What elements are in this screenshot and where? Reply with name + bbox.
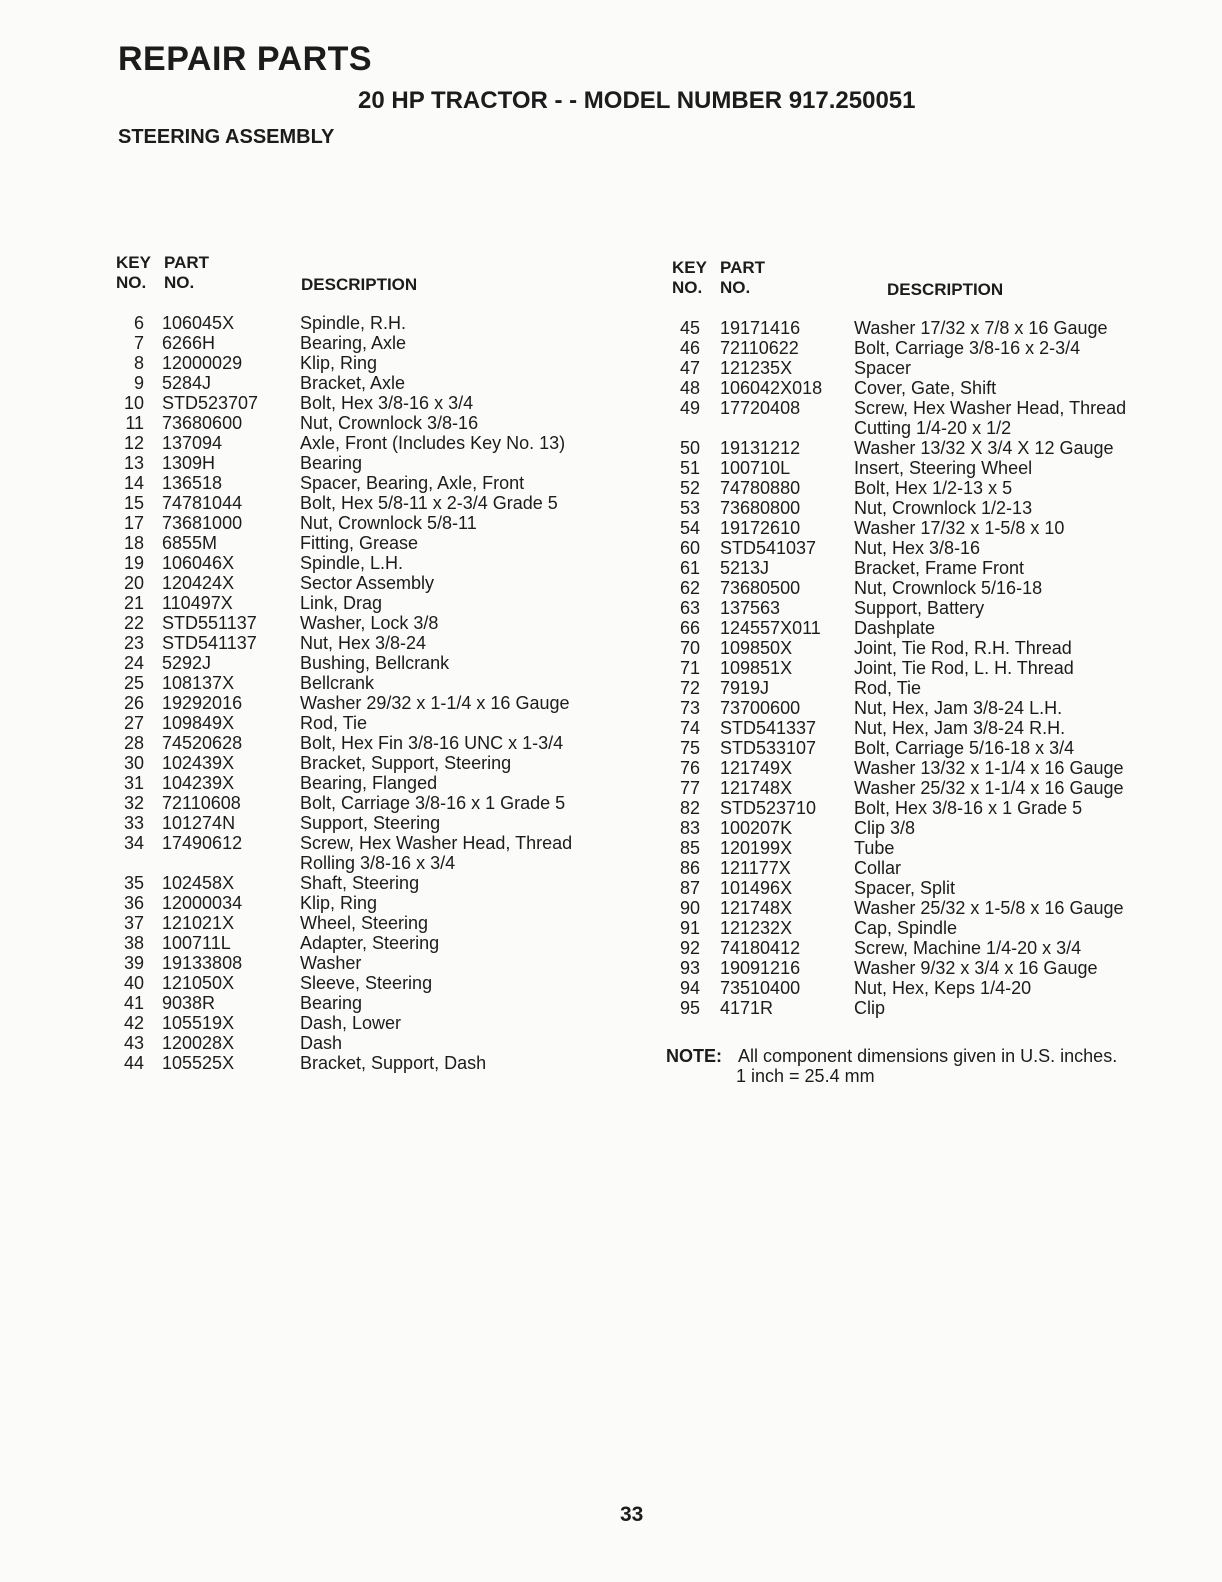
key-number: 60 xyxy=(679,538,700,558)
part-number: 19091216 xyxy=(720,958,801,978)
note-text-line1: All component dimensions given in U.S. inches. xyxy=(738,1046,1118,1066)
key-number: 17 xyxy=(123,513,144,533)
part-number: 19133808 xyxy=(162,953,243,973)
part-description: Rod, Tie xyxy=(854,678,922,698)
part-number: 120199X xyxy=(720,838,793,858)
part-number: 19171416 xyxy=(720,318,801,338)
part-number: 102439X xyxy=(162,753,235,773)
key-number: 52 xyxy=(679,478,700,498)
part-description: Washer 13/32 X 3/4 X 12 Gauge xyxy=(854,438,1114,458)
part-description: Tube xyxy=(854,838,895,858)
part-number: 100207K xyxy=(720,818,793,838)
part-description: Link, Drag xyxy=(300,593,383,613)
part-number: STD541137 xyxy=(162,633,257,653)
key-number: 41 xyxy=(123,993,144,1013)
part-description: Sector Assembly xyxy=(300,573,435,593)
key-number: 7 xyxy=(133,333,144,353)
part-number: 109850X xyxy=(720,638,793,658)
part-description: Bearing, Axle xyxy=(300,333,407,353)
part-number: 19172610 xyxy=(720,518,801,538)
key-number: 72 xyxy=(679,678,700,698)
key-number: 49 xyxy=(679,398,700,418)
part-number: 74780880 xyxy=(720,478,801,498)
part-number: 19292016 xyxy=(162,693,243,713)
key-number: 13 xyxy=(123,453,144,473)
key-number: 63 xyxy=(679,598,700,618)
key-number: 9 xyxy=(133,373,144,393)
key-number: 22 xyxy=(123,613,144,633)
key-number: 92 xyxy=(679,938,700,958)
key-number: 50 xyxy=(679,438,700,458)
part-description: Sleeve, Steering xyxy=(300,973,433,993)
key-number: 87 xyxy=(679,878,700,898)
part-number: 108137X xyxy=(162,673,235,693)
part-description: Washer 17/32 x 1-5/8 x 10 xyxy=(854,518,1065,538)
page-number: 33 xyxy=(620,1503,644,1526)
part-description: Screw, Hex Washer Head, Thread xyxy=(854,398,1127,418)
part-description: Nut, Hex 3/8-24 xyxy=(300,633,427,653)
part-description: Bearing xyxy=(300,993,363,1013)
part-number: 74520628 xyxy=(162,733,243,753)
part-number: 106042X018 xyxy=(720,378,823,398)
part-no-header: NO. xyxy=(164,273,195,292)
part-description: Nut, Crownlock 1/2-13 xyxy=(854,498,1033,518)
part-description: Washer xyxy=(300,953,362,973)
part-description: Nut, Hex, Jam 3/8-24 L.H. xyxy=(854,698,1063,718)
part-number: 105519X xyxy=(162,1013,235,1033)
part-description: Spindle, R.H. xyxy=(300,313,407,333)
part-description: Washer, Lock 3/8 xyxy=(300,613,439,633)
part-description: Bolt, Carriage 3/8-16 x 2-3/4 xyxy=(854,338,1081,358)
part-description: Bolt, Hex 5/8-11 x 2-3/4 Grade 5 xyxy=(300,493,558,513)
part-description: Joint, Tie Rod, L. H. Thread xyxy=(854,658,1074,678)
key-number: 8 xyxy=(133,353,144,373)
part-number: STD541037 xyxy=(720,538,817,558)
part-description: Joint, Tie Rod, R.H. Thread xyxy=(854,638,1072,658)
part-number: 19131212 xyxy=(720,438,801,458)
part-description: Bolt, Hex 3/8-16 x 1 Grade 5 xyxy=(854,798,1083,818)
key-number: 18 xyxy=(123,533,144,553)
key-number: 30 xyxy=(123,753,144,773)
key-number: 53 xyxy=(679,498,700,518)
part-description: Bolt, Hex Fin 3/8-16 UNC x 1-3/4 xyxy=(300,733,564,753)
part-number: 102458X xyxy=(162,873,235,893)
page-title: REPAIR PARTS xyxy=(118,40,373,78)
key-number: 10 xyxy=(123,393,144,413)
part-number: 100711L xyxy=(162,933,231,953)
key-number: 39 xyxy=(123,953,144,973)
part-description: Washer 29/32 x 1-1/4 x 16 Gauge xyxy=(300,693,570,713)
part-number: 5292J xyxy=(162,653,212,673)
part-description: Cap, Spindle xyxy=(854,918,958,938)
key-number: 24 xyxy=(123,653,144,673)
key-no-header: NO. xyxy=(116,273,147,292)
key-number: 14 xyxy=(123,473,144,493)
key-number: 31 xyxy=(123,773,144,793)
part-description: Wheel, Steering xyxy=(300,913,429,933)
part-description: Bracket, Support, Dash xyxy=(300,1053,487,1073)
key-number: 95 xyxy=(679,998,700,1018)
part-number: 101496X xyxy=(720,878,793,898)
key-number: 36 xyxy=(123,893,144,913)
key-number: 54 xyxy=(679,518,700,538)
key-number: 82 xyxy=(679,798,700,818)
part-description: Shaft, Steering xyxy=(300,873,420,893)
part-description: Spacer xyxy=(854,358,912,378)
part-number: 101274N xyxy=(162,813,236,833)
key-number: 32 xyxy=(123,793,144,813)
part-description: Spindle, L.H. xyxy=(300,553,404,573)
part-number: 137094 xyxy=(162,433,223,453)
key-no-header: NO. xyxy=(672,278,703,297)
part-description: Washer 13/32 x 1-1/4 x 16 Gauge xyxy=(854,758,1124,778)
part-number: 5213J xyxy=(720,558,770,578)
key-number: 91 xyxy=(679,918,700,938)
key-number: 6 xyxy=(133,313,144,333)
part-description: Screw, Hex Washer Head, Thread xyxy=(300,833,573,853)
part-number: 73680800 xyxy=(720,498,801,518)
part-number: 109851X xyxy=(720,658,793,678)
key-number: 33 xyxy=(123,813,144,833)
part-description: Bolt, Hex 3/8-16 x 3/4 xyxy=(300,393,474,413)
key-number: 47 xyxy=(679,358,700,378)
description-header: DESCRIPTION xyxy=(887,280,1004,299)
part-number: 121021X xyxy=(162,913,235,933)
part-description: Bolt, Hex 1/2-13 x 5 xyxy=(854,478,1013,498)
part-number: STD533107 xyxy=(720,738,817,758)
part-description: Washer 17/32 x 7/8 x 16 Gauge xyxy=(854,318,1108,338)
key-number: 38 xyxy=(123,933,144,953)
part-description: Support, Battery xyxy=(854,598,985,618)
part-number: 72110622 xyxy=(720,338,799,358)
part-description: Spacer, Split xyxy=(854,878,956,898)
part-number: 109849X xyxy=(162,713,235,733)
key-number: 35 xyxy=(123,873,144,893)
part-number: 72110608 xyxy=(162,793,241,813)
part-number: 7919J xyxy=(720,678,770,698)
key-number: 73 xyxy=(679,698,700,718)
part-number: 12000034 xyxy=(162,893,243,913)
key-number: 46 xyxy=(679,338,700,358)
part-number: 137563 xyxy=(720,598,781,618)
key-number: 27 xyxy=(123,713,144,733)
key-number: 26 xyxy=(123,693,144,713)
part-number: 17720408 xyxy=(720,398,801,418)
part-description: Screw, Machine 1/4-20 x 3/4 xyxy=(854,938,1082,958)
key-number: 40 xyxy=(123,973,144,993)
model-subtitle: 20 HP TRACTOR - - MODEL NUMBER 917.250051 xyxy=(358,87,916,114)
part-number: 110497X xyxy=(162,593,233,613)
key-header: KEY xyxy=(672,258,707,277)
part-number: 73680600 xyxy=(162,413,243,433)
part-number: 120028X xyxy=(162,1033,235,1053)
part-number: 124557X011 xyxy=(720,618,821,638)
part-number: STD541337 xyxy=(720,718,817,738)
key-number: 48 xyxy=(679,378,700,398)
key-number: 37 xyxy=(123,913,144,933)
part-number: 73680500 xyxy=(720,578,801,598)
part-description: Nut, Crownlock 3/8-16 xyxy=(300,413,479,433)
part-description-continued: Cutting 1/4-20 x 1/2 xyxy=(854,418,1012,438)
part-description: Bolt, Carriage 3/8-16 x 1 Grade 5 xyxy=(300,793,566,813)
key-number: 12 xyxy=(123,433,144,453)
part-number: 1309H xyxy=(162,453,216,473)
part-description: Klip, Ring xyxy=(300,353,378,373)
part-number: 9038R xyxy=(162,993,216,1013)
part-number: 121748X xyxy=(720,898,793,918)
part-number: 104239X xyxy=(162,773,235,793)
key-number: 34 xyxy=(123,833,144,853)
part-description: Nut, Hex 3/8-16 xyxy=(854,538,981,558)
part-number: 12000029 xyxy=(162,353,243,373)
part-description: Dashplate xyxy=(854,618,936,638)
part-number: 121050X xyxy=(162,973,235,993)
part-number: 73700600 xyxy=(720,698,801,718)
part-number: 105525X xyxy=(162,1053,235,1073)
key-number: 61 xyxy=(679,558,700,578)
part-number: 121232X xyxy=(720,918,793,938)
key-number: 19 xyxy=(123,553,144,573)
part-no-header: NO. xyxy=(720,278,751,297)
part-number: STD523707 xyxy=(162,393,259,413)
part-number: 100710L xyxy=(720,458,791,478)
part-number: 5284J xyxy=(162,373,212,393)
key-number: 20 xyxy=(123,573,144,593)
key-number: 15 xyxy=(123,493,144,513)
part-number: STD523710 xyxy=(720,798,817,818)
part-description: Rod, Tie xyxy=(300,713,368,733)
key-number: 44 xyxy=(123,1053,144,1073)
part-description: Fitting, Grease xyxy=(300,533,419,553)
part-description: Nut, Hex, Jam 3/8-24 R.H. xyxy=(854,718,1066,738)
part-number: 17490612 xyxy=(162,833,243,853)
part-description: Dash xyxy=(300,1033,343,1053)
part-description: Bolt, Carriage 5/16-18 x 3/4 xyxy=(854,738,1075,758)
key-number: 51 xyxy=(679,458,700,478)
part-description: Washer 25/32 x 1-1/4 x 16 Gauge xyxy=(854,778,1124,798)
section-title: STEERING ASSEMBLY xyxy=(118,126,335,148)
part-number: 120424X xyxy=(162,573,235,593)
part-description: Washer 25/32 x 1-5/8 x 16 Gauge xyxy=(854,898,1124,918)
part-description: Washer 9/32 x 3/4 x 16 Gauge xyxy=(854,958,1098,978)
key-number: 75 xyxy=(679,738,700,758)
key-number: 21 xyxy=(123,593,144,613)
part-header: PART xyxy=(164,253,210,272)
key-number: 74 xyxy=(679,718,700,738)
key-number: 83 xyxy=(679,818,700,838)
part-description: Nut, Crownlock 5/8-11 xyxy=(300,513,477,533)
key-number: 25 xyxy=(123,673,144,693)
key-number: 71 xyxy=(679,658,700,678)
part-number: 74180412 xyxy=(720,938,801,958)
part-number: 106045X xyxy=(162,313,235,333)
key-number: 42 xyxy=(123,1013,144,1033)
key-number: 90 xyxy=(679,898,700,918)
part-number: 136518 xyxy=(162,473,223,493)
part-number: 6266H xyxy=(162,333,216,353)
part-description: Bracket, Axle xyxy=(300,373,406,393)
part-description: Bracket, Support, Steering xyxy=(300,753,512,773)
note-text-line2: 1 inch = 25.4 mm xyxy=(736,1066,875,1086)
part-description: Klip, Ring xyxy=(300,893,378,913)
part-description: Adapter, Steering xyxy=(300,933,440,953)
part-number: 73681000 xyxy=(162,513,243,533)
key-number: 86 xyxy=(679,858,700,878)
part-description: Bushing, Bellcrank xyxy=(300,653,450,673)
part-number: 121748X xyxy=(720,778,793,798)
part-description: Spacer, Bearing, Axle, Front xyxy=(300,473,525,493)
part-description: Axle, Front (Includes Key No. 13) xyxy=(300,433,566,453)
key-number: 23 xyxy=(123,633,144,653)
part-description: Bearing xyxy=(300,453,363,473)
part-description: Support, Steering xyxy=(300,813,441,833)
part-number: STD551137 xyxy=(162,613,257,633)
key-number: 66 xyxy=(679,618,700,638)
key-number: 77 xyxy=(679,778,700,798)
key-number: 93 xyxy=(679,958,700,978)
part-header: PART xyxy=(720,258,766,277)
part-description: Dash, Lower xyxy=(300,1013,402,1033)
part-description: Bellcrank xyxy=(300,673,375,693)
key-number: 94 xyxy=(679,978,700,998)
note-label: NOTE: xyxy=(666,1046,722,1066)
part-number: 6855M xyxy=(162,533,218,553)
part-description: Bracket, Frame Front xyxy=(854,558,1025,578)
part-description: Insert, Steering Wheel xyxy=(854,458,1033,478)
key-number: 43 xyxy=(123,1033,144,1053)
part-description: Cover, Gate, Shift xyxy=(854,378,997,398)
part-number: 121235X xyxy=(720,358,793,378)
key-number: 45 xyxy=(679,318,700,338)
part-description-continued: Rolling 3/8-16 x 3/4 xyxy=(300,853,456,873)
key-number: 85 xyxy=(679,838,700,858)
part-number: 121177X xyxy=(720,858,791,878)
key-header: KEY xyxy=(116,253,151,272)
part-number: 106046X xyxy=(162,553,235,573)
part-number: 121749X xyxy=(720,758,793,778)
part-description: Bearing, Flanged xyxy=(300,773,438,793)
part-number: 74781044 xyxy=(162,493,243,513)
key-number: 76 xyxy=(679,758,700,778)
key-number: 11 xyxy=(125,413,144,433)
key-number: 70 xyxy=(679,638,700,658)
part-description: Clip xyxy=(854,998,886,1018)
description-header: DESCRIPTION xyxy=(301,275,418,294)
part-description: Nut, Hex, Keps 1/4-20 xyxy=(854,978,1032,998)
part-description: Nut, Crownlock 5/16-18 xyxy=(854,578,1043,598)
key-number: 62 xyxy=(679,578,700,598)
part-description: Clip 3/8 xyxy=(854,818,916,838)
part-description: Collar xyxy=(854,858,902,878)
part-number: 73510400 xyxy=(720,978,801,998)
key-number: 28 xyxy=(123,733,144,753)
part-number: 4171R xyxy=(720,998,774,1018)
